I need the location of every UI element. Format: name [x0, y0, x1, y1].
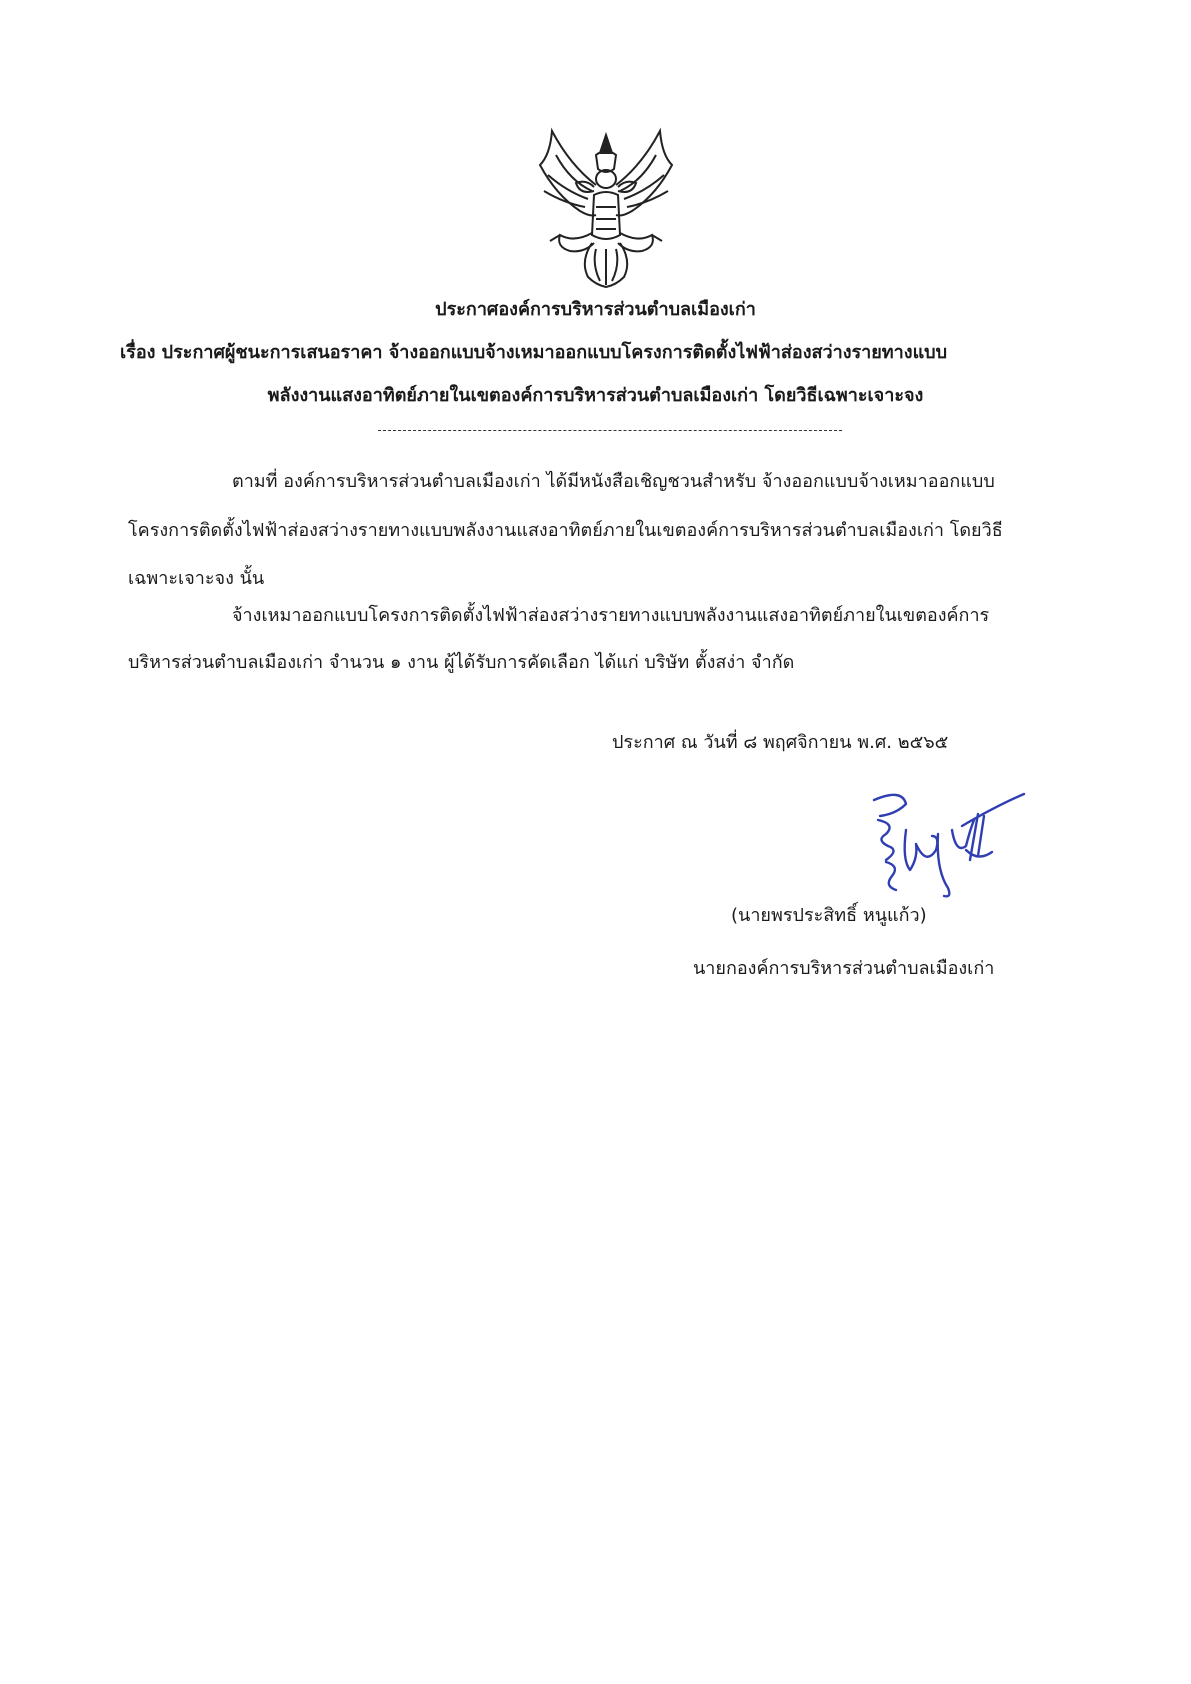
body-paragraph-1-line-2: โครงการติดตั้งไฟฟ้าส่องสว่างรายทางแบบพลังงานแสงอาทิตย์ภายในเขตองค์การบริหารส่วนตำบลเมืองเก่า โดยวิธี	[128, 520, 1003, 541]
separator-dashed-line	[378, 430, 842, 431]
announcement-date: ประกาศ ณ วันที่ ๘ พฤศจิกายน พ.ศ. ๒๕๖๕	[612, 732, 949, 753]
body-paragraph-2-line-1: จ้างเหมาออกแบบโครงการติดตั้งไฟฟ้าส่องสว่างรายทางแบบพลังงานแสงอาทิตย์ภายในเขตองค์การ	[232, 605, 990, 626]
signature-icon	[866, 790, 1026, 900]
signer-position: นายกองค์การบริหารส่วนตำบลเมืองเก่า	[693, 958, 995, 979]
signer-name: (นายพรประสิทธิ์ หนูแก้ว)	[731, 905, 927, 926]
subject-line-2: พลังงานแสงอาทิตย์ภายในเขตองค์การบริหารส่วนตำบลเมืองเก่า โดยวิธีเฉพาะเจาะจง	[267, 385, 924, 406]
body-paragraph-1-line-1: ตามที่ องค์การบริหารส่วนตำบลเมืองเก่า ได้มีหนังสือเชิญชวนสำหรับ จ้างออกแบบจ้างเหมาออกแบบ	[232, 471, 995, 492]
org-title: ประกาศองค์การบริหารส่วนตำบลเมืองเก่า	[435, 299, 756, 320]
subject-line-1: เรื่อง ประกาศผู้ชนะการเสนอราคา จ้างออกแบบจ้างเหมาออกแบบโครงการติดตั้งไฟฟ้าส่องสว่างรายทางแบบ	[120, 342, 948, 363]
body-paragraph-2-line-2: บริหารส่วนตำบลเมืองเก่า จำนวน ๑ งาน ผู้ได้รับการคัดเลือก ได้แก่ บริษัท ตั้งสง่า จำกัด	[128, 652, 795, 673]
garuda-emblem-icon	[530, 125, 682, 293]
body-paragraph-1-line-3: เฉพาะเจาะจง นั้น	[128, 568, 265, 589]
